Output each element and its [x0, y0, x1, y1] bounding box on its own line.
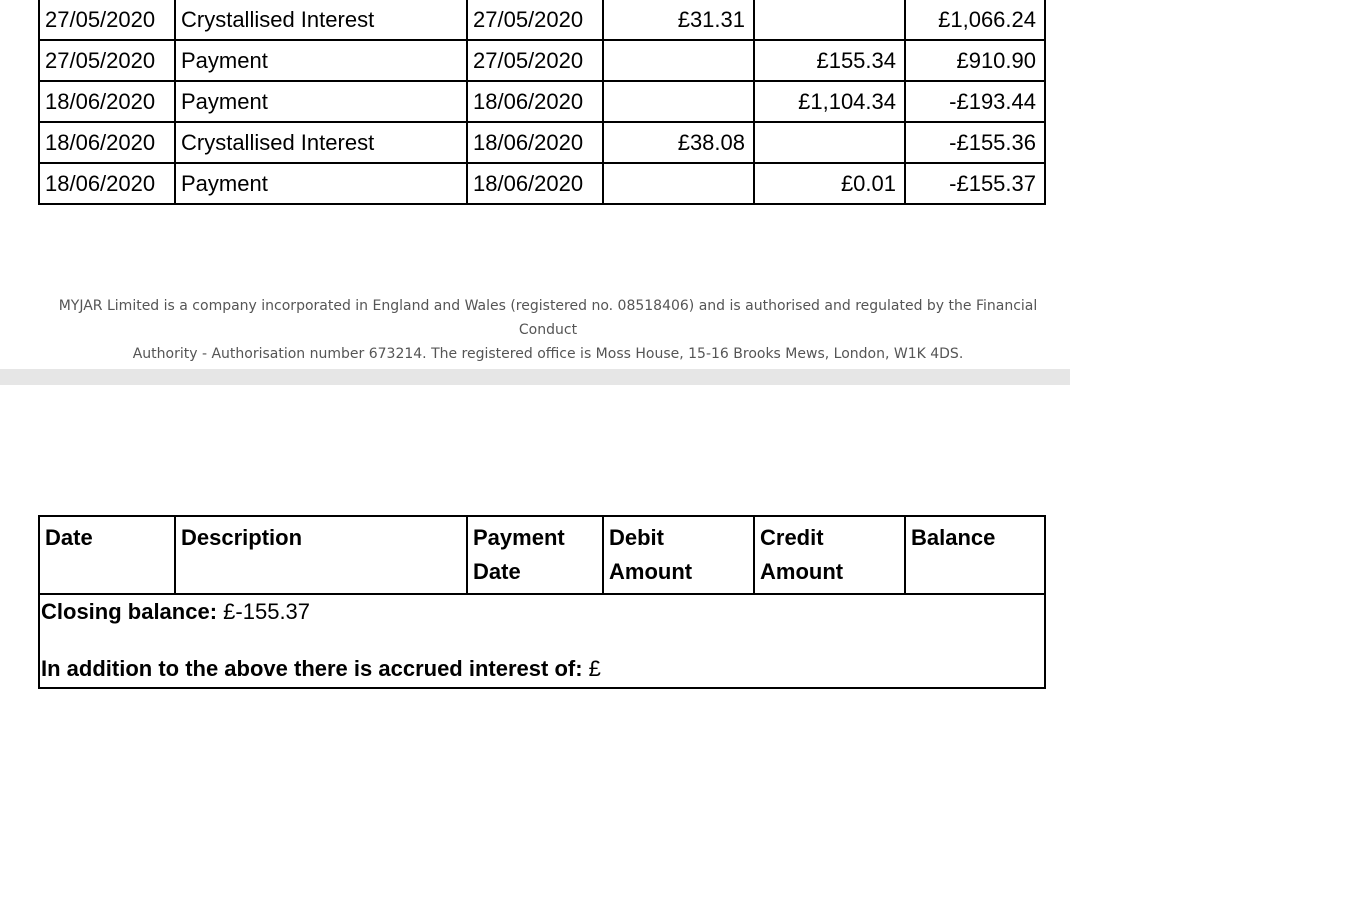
- page-separator: [0, 369, 1070, 385]
- accrued-interest-value: £: [588, 656, 601, 681]
- payment-date-cell: 18/06/2020: [467, 81, 603, 122]
- credit-cell: [754, 122, 905, 163]
- debit-cell: [603, 40, 754, 81]
- date-cell: 18/06/2020: [39, 122, 175, 163]
- debit-cell: £38.08: [603, 122, 754, 163]
- header-balance: Balance: [905, 516, 1045, 594]
- header-payment-date: Payment Date: [467, 516, 603, 594]
- table-row: [39, 163, 1045, 204]
- credit-cell: £0.01: [754, 163, 905, 204]
- table-row: [39, 122, 1045, 163]
- date-cell: 27/05/2020: [39, 40, 175, 81]
- date-cell: 27/05/2020: [39, 0, 175, 40]
- accrued-interest: [41, 653, 1043, 685]
- company-footer: [40, 294, 1056, 366]
- debit-cell: [603, 81, 754, 122]
- balance-cell: -£155.36: [905, 122, 1045, 163]
- header-description: Description: [175, 516, 467, 594]
- footer-line-1: MYJAR Limited is a company incorporated in England and Wales (registered no. 08518406) and is authorised and regulated by the Financial Conduct: [58, 298, 1038, 338]
- closing-cell: [39, 594, 1045, 688]
- table-row: [39, 81, 1045, 122]
- table-row: [39, 40, 1045, 81]
- date-cell: 18/06/2020: [39, 81, 175, 122]
- payment-date-cell: 18/06/2020: [467, 122, 603, 163]
- description-cell: Crystallised Interest: [175, 0, 467, 40]
- payment-date-cell: 27/05/2020: [467, 40, 603, 81]
- balance-cell: £910.90: [905, 40, 1045, 81]
- header-row: [39, 516, 1045, 594]
- closing-row: [39, 594, 1045, 688]
- footer-line-2: Authority - Authorisation number 673214. The registered office is Moss House, 15-16 Brooks Mews, London, W1K 4DS.: [132, 346, 964, 362]
- balance-cell: -£155.37: [905, 163, 1045, 204]
- summary-table: [38, 515, 1046, 689]
- header-debit-amount: Debit Amount: [603, 516, 754, 594]
- description-cell: Payment: [175, 81, 467, 122]
- closing-balance: [41, 595, 1043, 629]
- description-cell: Payment: [175, 163, 467, 204]
- debit-cell: £31.31: [603, 0, 754, 40]
- credit-cell: £1,104.34: [754, 81, 905, 122]
- closing-balance-label: Closing balance:: [41, 599, 218, 624]
- table-row: [39, 0, 1045, 40]
- accrued-interest-label: In addition to the above there is accrued interest of:: [41, 656, 583, 681]
- debit-cell: [603, 163, 754, 204]
- balance-cell: -£193.44: [905, 81, 1045, 122]
- payment-date-cell: 27/05/2020: [467, 0, 603, 40]
- closing-balance-value: £-155.37: [223, 599, 311, 624]
- description-cell: Crystallised Interest: [175, 122, 467, 163]
- header-credit-amount: Credit Amount: [754, 516, 905, 594]
- header-date: Date: [39, 516, 175, 594]
- transactions-table: [38, 0, 1046, 205]
- date-cell: 18/06/2020: [39, 163, 175, 204]
- balance-cell: £1,066.24: [905, 0, 1045, 40]
- credit-cell: [754, 0, 905, 40]
- description-cell: Payment: [175, 40, 467, 81]
- credit-cell: £155.34: [754, 40, 905, 81]
- payment-date-cell: 18/06/2020: [467, 163, 603, 204]
